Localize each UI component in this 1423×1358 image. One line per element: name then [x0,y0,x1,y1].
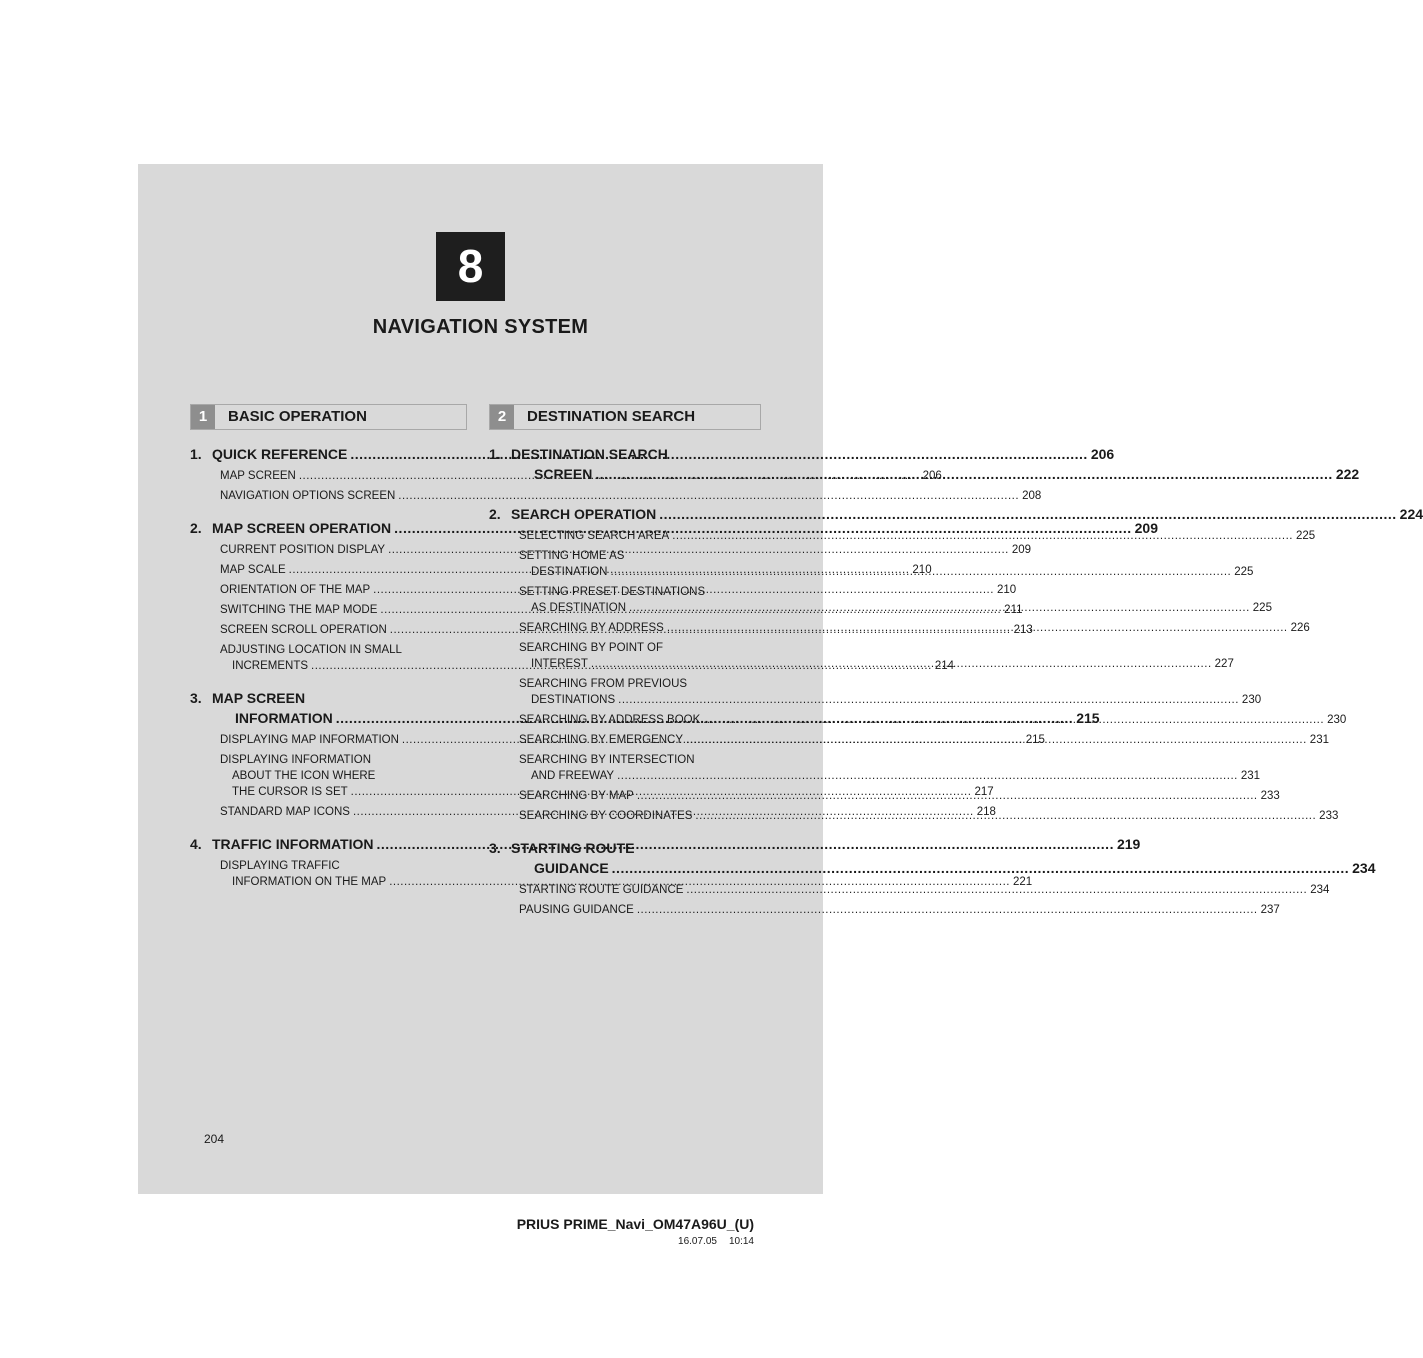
toc-sub-title: STANDARD MAP ICONS [220,806,350,818]
section-header-basic-operation [190,404,467,430]
toc-entry-title: SCREEN [534,466,593,482]
section-header-destination-search [489,404,761,430]
dot-leader [612,858,1349,878]
toc-sub-page-number: 227 [1214,658,1234,670]
toc-sub-title-line: ABOUT THE ICON WHERE [232,770,376,782]
toc-sub-page-number: 233 [1260,790,1280,802]
toc-sub-title-line: ADJUSTING LOCATION IN SMALL [220,644,402,656]
toc-sub-page-number: 225 [1234,566,1254,578]
toc-sub-title: MAP SCALE [220,564,286,576]
toc-page-number: 206 [1090,446,1115,462]
toc-sub-title: SEARCHING BY ADDRESS BOOK [519,714,701,726]
toc-sub-title: DESTINATION [531,566,608,578]
toc-entry-number: 1. [489,446,501,462]
toc-entry-number: 2. [489,506,501,522]
dot-leader [595,464,1332,484]
toc-sub-page-number: 233 [1319,810,1339,822]
toc-sub-title: INFORMATION ON THE MAP [232,876,387,888]
toc-sub-page-number: 225 [1252,602,1272,614]
dot-leader [659,504,1396,524]
toc-sub-title: SEARCHING BY ADDRESS [519,622,664,634]
toc-sub-title: AS DESTINATION [531,602,626,614]
dot-leader [610,564,1231,580]
toc-sub-title: MAP SCREEN [220,470,296,482]
toc-sub-title: INCREMENTS [232,660,309,672]
toc-entry-number: 3. [190,690,202,706]
toc-sub-page-number: 210 [996,584,1017,596]
toc-sub-title: THE CURSOR IS SET [232,786,348,798]
toc-entry-number: 3. [489,840,501,856]
toc-sub-entry[interactable] [220,468,942,484]
section-title: DESTINATION SEARCH [527,408,696,425]
toc-sub-page-number: 225 [1295,530,1316,542]
toc-sub-title: SEARCHING BY EMERGENCY [519,734,684,746]
toc-sub-entry[interactable] [519,902,1280,918]
toc-sub-page-number: 209 [1011,544,1032,556]
toc-sub-page-number: 230 [1327,714,1347,726]
toc-sub-page-number: 226 [1290,622,1310,634]
toc-sub-page-number: 221 [1012,876,1033,888]
dot-leader [617,768,1238,784]
toc-sub-page-number: 215 [1025,734,1045,746]
toc-entry-number: 1. [190,446,202,462]
toc-entry-number: 4. [190,836,202,852]
toc-entry-title-line: STARTING ROUTE [511,840,635,856]
toc-sub-title: CURRENT POSITION DISPLAY [220,544,386,556]
dot-leader [637,788,1258,804]
toc-entry-title: INFORMATION [235,710,333,726]
toc-sub-page-number: 210 [912,564,932,576]
dot-leader [618,692,1239,708]
toc-page-number: 209 [1134,520,1158,536]
dot-leader [695,808,1316,824]
dot-leader [629,600,1250,616]
toc-sub-title: INTEREST [531,658,588,670]
footer-date: 16.07.05 [678,1236,717,1247]
toc-entry-title: TRAFFIC INFORMATION [212,836,374,852]
toc-sub-page-number: 237 [1260,904,1280,916]
footer-time: 10:14 [728,1236,754,1247]
toc-sub-title: DISPLAYING MAP INFORMATION [220,734,399,746]
toc-sub-entry[interactable] [519,752,1261,784]
toc-entry-number: 2. [190,520,202,536]
footer-manual-id: PRIUS PRIME_Navi_OM47A96U_(U) [516,1216,754,1232]
toc-sub-title: NAVIGATION OPTIONS SCREEN [220,490,396,502]
toc-sub-page-number: 218 [976,806,996,818]
toc-spacer [489,484,759,490]
section-number: 2 [490,405,514,429]
toc-sub-page-number: 231 [1240,770,1261,782]
toc-sub-title: SEARCHING BY COORDINATES [519,810,693,822]
dot-leader [591,656,1212,672]
toc-sub-entry[interactable] [220,488,1042,504]
toc-sub-list [190,468,1042,504]
footer-timestamp [666,1236,754,1247]
toc-page-number: 234 [1352,860,1376,876]
toc-sub-page-number: 206 [922,470,942,482]
toc-sub-title: PAUSING GUIDANCE [519,904,634,916]
toc-page-number: 224 [1399,506,1423,522]
toc-sub-title: ORIENTATION OF THE MAP [220,584,371,596]
toc-sub-page-number: 230 [1241,694,1262,706]
toc-page-number: 219 [1116,836,1141,852]
toc-entry-title: MAP SCREEN OPERATION [212,520,392,536]
toc-sub-title-line: SEARCHING BY INTERSECTION [519,754,695,766]
toc-sub-page-number: 211 [1004,604,1023,616]
toc-sub-title: AND FREEWAY [531,770,615,782]
dot-leader [686,882,1307,898]
toc-main-entry[interactable] [489,504,1423,524]
toc-page-number: 215 [1076,710,1100,726]
page-number: 204 [204,1132,225,1146]
toc-sub-page-number: 214 [934,660,954,672]
toc-entry-title: GUIDANCE [534,860,609,876]
toc-sub-title-line: SEARCHING FROM PREVIOUS [519,678,688,690]
toc-sub-title: SWITCHING THE MAP MODE [220,604,378,616]
toc-sub-title-line: SETTING PRESET DESTINATIONS [519,586,706,598]
section-title: BASIC OPERATION [228,408,367,425]
toc-sub-title: SCREEN SCROLL OPERATION [220,624,387,636]
section-number: 1 [191,405,215,429]
toc-entry-title: SEARCH OPERATION [511,506,657,522]
toc-sub-title-line: DISPLAYING INFORMATION [220,754,372,766]
toc-page-number: 222 [1335,466,1360,482]
dot-leader [667,620,1288,636]
toc-entry-title: QUICK REFERENCE [212,446,348,462]
toc-entry-title-line: MAP SCREEN [212,690,306,706]
toc-sub-page-number: 213 [1013,624,1033,636]
toc-sub-title: DESTINATIONS [531,694,616,706]
toc-sub-entry[interactable] [519,676,1262,708]
chapter-title: NAVIGATION SYSTEM [372,316,589,338]
toc-sub-page-number: 231 [1309,734,1329,746]
dot-leader [672,528,1293,544]
chapter-number-badge: 8 [436,232,505,301]
toc-sub-page-number: 208 [1022,490,1042,502]
toc-sub-title: SELECTING SEARCH AREA [519,530,670,542]
toc-sub-title-line: SEARCHING BY POINT OF [519,642,663,654]
dot-leader [703,712,1324,728]
toc-sub-title: STARTING ROUTE GUIDANCE [519,884,684,896]
toc-sub-title-line: SETTING HOME AS [519,550,625,562]
dot-leader [686,732,1307,748]
toc-sub-title-line: DISPLAYING TRAFFIC [220,860,340,872]
dot-leader [637,902,1258,918]
toc-sub-page-number: 217 [974,786,994,798]
toc-sub-page-number: 234 [1310,884,1330,896]
toc-sub-title: SEARCHING BY MAP [519,790,634,802]
toc-entry-title-line: DESTINATION SEARCH [511,446,668,462]
